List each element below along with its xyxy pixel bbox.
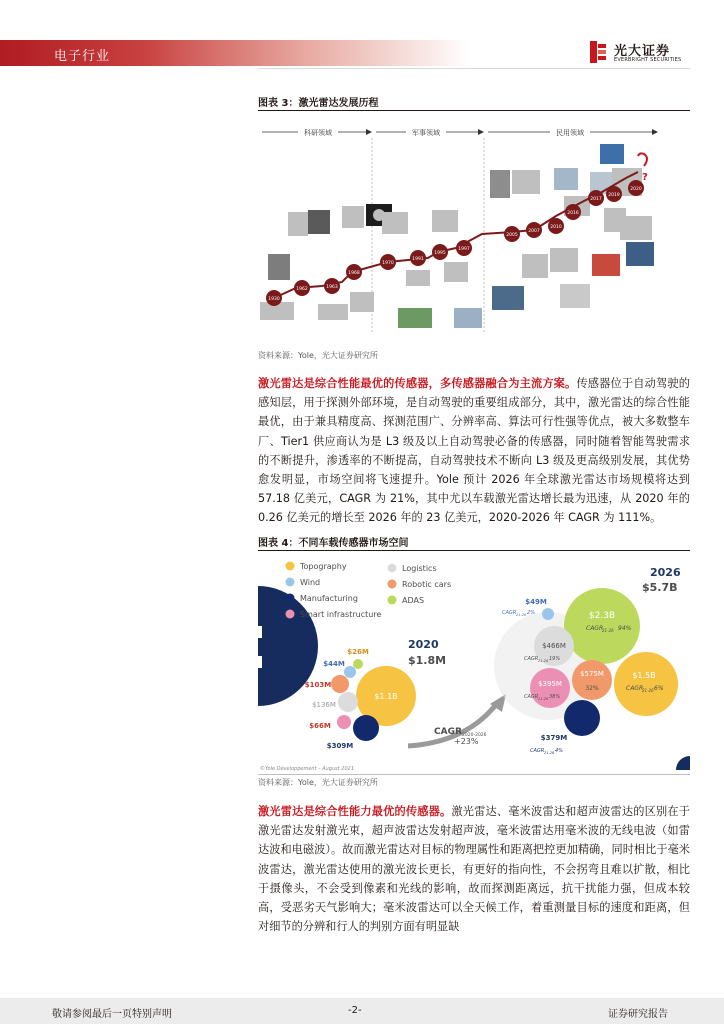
total-2026-label: $5.7B <box>642 581 678 594</box>
year-label: 2017 <box>590 197 602 202</box>
bubble-label: $2.3B <box>588 611 616 621</box>
photo-terrain <box>398 308 432 328</box>
year-label: 1968 <box>348 271 360 276</box>
year-label: 2010 <box>550 225 562 230</box>
bubble-label: $1.5B <box>632 671 656 680</box>
bubble-label: $103M <box>304 681 332 689</box>
cagr-wind-value: 2% <box>527 610 535 616</box>
cagr-topo-label: CAGR <box>626 685 644 692</box>
bubble-2026-robotic-cars <box>572 660 612 700</box>
legend-label: Manufacturing <box>300 594 358 603</box>
cagr-manu-value: 4% <box>555 748 563 754</box>
cagr-manu-label: CAGR <box>530 748 545 754</box>
year-label: 1995 <box>434 251 446 256</box>
section-title: 电子行业 <box>54 49 111 64</box>
bubble-label: $26M <box>347 648 369 656</box>
year-label: 2019 <box>608 193 620 198</box>
bubble-label: $395M <box>538 680 562 688</box>
paragraph-lead: 激光雷达是综合性能力最优的传感器。 <box>258 805 452 818</box>
bubble-label: $1.1B <box>374 692 398 701</box>
footer-disclaimer: 敬请参阅最后一页特别声明 <box>52 1009 172 1020</box>
photo-darpa-car <box>492 286 524 310</box>
photo-inventor <box>308 210 330 234</box>
bubble-2020-wind <box>344 666 356 678</box>
era-label-research: 科研领域 <box>304 129 332 137</box>
bubble-label: $66M <box>309 722 331 730</box>
company-logo <box>588 40 688 66</box>
everbright-logo-icon <box>588 40 608 64</box>
cagr-topo-sub: 21-26 <box>642 688 654 693</box>
year-label: 1963 <box>326 285 338 290</box>
legend-swatch-logistics <box>388 564 397 573</box>
legend-swatch-manufacturing <box>286 594 295 603</box>
cagr-log-sub: 21-26 <box>538 659 549 663</box>
year-label: 1997 <box>458 247 470 252</box>
chart-credit: ©Yole Développement – August 2021 <box>260 766 355 772</box>
cagr-manu-sub: 21-26 <box>544 751 555 755</box>
photo-robot-vacuum <box>560 284 590 308</box>
legend-label: ADAS <box>402 596 425 605</box>
year-label: 2007 <box>528 229 540 234</box>
lidar-history-timeline <box>258 122 690 340</box>
bubble-label: $575M <box>580 670 604 678</box>
sensor-market-bubble-chart <box>258 556 690 774</box>
cagr-adas-value: 94% <box>618 625 632 632</box>
cagr-main-label: CAGR <box>434 727 462 737</box>
photo-robotaxi <box>554 168 578 190</box>
photo-car-2017 <box>600 144 624 164</box>
cagr-main-value: +23% <box>454 737 479 746</box>
legend-label: Topography <box>300 562 347 571</box>
bubble-label: $136M <box>312 701 336 709</box>
era-label-civil: 民用领域 <box>556 129 584 137</box>
cagr-smart-sub: 21-26 <box>538 697 549 701</box>
figure3-caption: 图表 3：激光雷达发展历程 <box>258 98 379 109</box>
legend-swatch-wind <box>286 578 295 587</box>
legend-swatch-topography <box>286 562 295 571</box>
page-number: -2- <box>348 1005 362 1016</box>
figure4-caption: 图表 4：不同车载传感器市场空间 <box>258 538 409 549</box>
year-label: 1930 <box>268 297 280 302</box>
figure3-source: 资料来源：Yole，光大证券研究所 <box>258 351 378 360</box>
year-label: 1970 <box>382 261 394 266</box>
photo-scientist <box>268 254 290 280</box>
cagr-wind-sub: 21-26 <box>516 613 527 617</box>
paragraph-lidar-comparison <box>258 802 690 936</box>
bubble-2020-adas <box>353 659 363 669</box>
cagr-main-sub: 2020-2026 <box>462 733 487 738</box>
bubble-2020-logistics <box>338 692 358 712</box>
bubble-2026-topography <box>614 652 678 716</box>
cagr-wind-label: CAGR <box>502 610 517 616</box>
year-label: 2016 <box>567 211 579 216</box>
bubble-label: $49M <box>525 598 547 606</box>
bubble-2020-manufacturing <box>353 715 379 741</box>
cagr-smart-label: CAGR <box>524 694 539 700</box>
footer-report-type: 证券研究报告 <box>608 1009 668 1020</box>
year-label: 2005 <box>506 233 518 238</box>
header-divider <box>258 68 690 69</box>
logo-text-en: EVERBRIGHT SECURITIES <box>614 57 682 63</box>
cagr-log-value: 19% <box>549 656 561 662</box>
figure3-caption-rule <box>258 110 690 111</box>
year-label: 1991 <box>412 257 424 262</box>
cagr-adas-label: CAGR <box>586 625 604 632</box>
photo-velodyne <box>490 170 510 198</box>
cagr-adas-sub: 21-26 <box>602 628 614 633</box>
year-label: 2020 <box>630 187 642 192</box>
bubble-2020-robotic-cars <box>331 675 349 693</box>
paragraph-lidar-overview <box>258 374 690 528</box>
bubble-2026-wind <box>542 608 554 620</box>
legend-swatch-smart-infrastructure <box>286 610 295 619</box>
bubble-2026-smart-infrastructure <box>530 668 570 708</box>
cagr-smart-value: 38% <box>549 694 561 700</box>
figure4-source: 资料来源：Yole，光大证券研究所 <box>258 778 378 787</box>
future-question-mark: ? <box>642 172 648 183</box>
year-label: 1962 <box>296 287 308 292</box>
bubble-label: $44M <box>323 660 345 668</box>
logo-text-cn: 光大证券 <box>614 44 671 59</box>
cagr-robot-value: 32% <box>585 685 599 692</box>
year-2020-label: 2020 <box>408 638 439 651</box>
legend-swatch-adas <box>388 596 397 605</box>
legend-label: Wind <box>300 578 321 587</box>
cagr-log-label: CAGR <box>524 656 539 662</box>
bubble-label: $466M <box>542 642 566 650</box>
legend-label: Robotic cars <box>402 580 452 589</box>
figure4-caption-rule <box>258 550 690 551</box>
paragraph-body: 激光雷达、毫米波雷达和超声波雷达的区别在于激光雷达发射激光束，超声波雷达发射超声波，毫米波雷达用毫米波的无线电波（如雷达波和电磁波）。故而激光雷达对目标的物理属性和距离把控更加精确，同时相比于毫米波雷达，激光雷达使用的激光波长更长，有更好的指向性，不会拐弯且难以扩散，相比于摄像头，不会受到像素和光线的影响，故而探测距离远，抗干扰能力强，但成本较高，受恶劣天气影响大；毫米波雷达可以全天候工作，着重测量目标的速度和距离，但对细节的分辨和行人的判别方面有明显缺 <box>258 805 690 934</box>
legend-swatch-robotic-cars <box>388 580 397 589</box>
bubble-label: $309M <box>326 742 354 750</box>
era-bar <box>262 126 658 137</box>
total-2020-label: $1.8M <box>408 654 447 667</box>
photo-car-2020 <box>626 242 654 266</box>
photo-audi <box>592 254 620 276</box>
bubble-2026-manufacturing <box>564 700 600 736</box>
legend-label: Logistics <box>402 564 437 573</box>
paragraph-body: 传感器位于自动驾驶的感知层，用于探测外部环境，是自动驾驶的重要组成部分，其中，激光雷达的综合性能最优，由于兼具精度高、探测范围广、分辨率高、算法可行性强等优点，被大多数整车厂、Tier1 供应商认为是 L3 级及以上自动驾驶必备的传感器，同时随着智能驾驶需求的不断提升，渗透率的不断提高，自动驾驶技术不断向 L3 级及更高级别发展，其优势愈发明显，市场空间将飞速提升。Yole 预计 2026 年全球激光雷达市场规模将达到 57.18 亿美元，CAGR 为 21%，其中尤以车载激光雷达增长最为迅速，从 2020 年的 0.26 亿美元的增长至 2026 年的 23 亿美元，2020-2026 年 CAGR 为 111%。 <box>258 377 690 525</box>
era-label-military: 军事领域 <box>412 129 440 137</box>
year-2026-label: 2026 <box>650 566 681 579</box>
legend-label: Smart infrastructure <box>300 610 382 619</box>
photo-scanner <box>454 308 482 328</box>
cagr-topo-value: 6% <box>654 685 664 692</box>
paragraph-lead: 激光雷达是综合性能最优的传感器，多传感器融合为主流方案。 <box>258 377 577 390</box>
figure4-bottom-rule <box>258 774 690 775</box>
bubble-2020-smart-infrastructure <box>337 715 351 729</box>
bubble-label: $379M <box>540 734 568 742</box>
